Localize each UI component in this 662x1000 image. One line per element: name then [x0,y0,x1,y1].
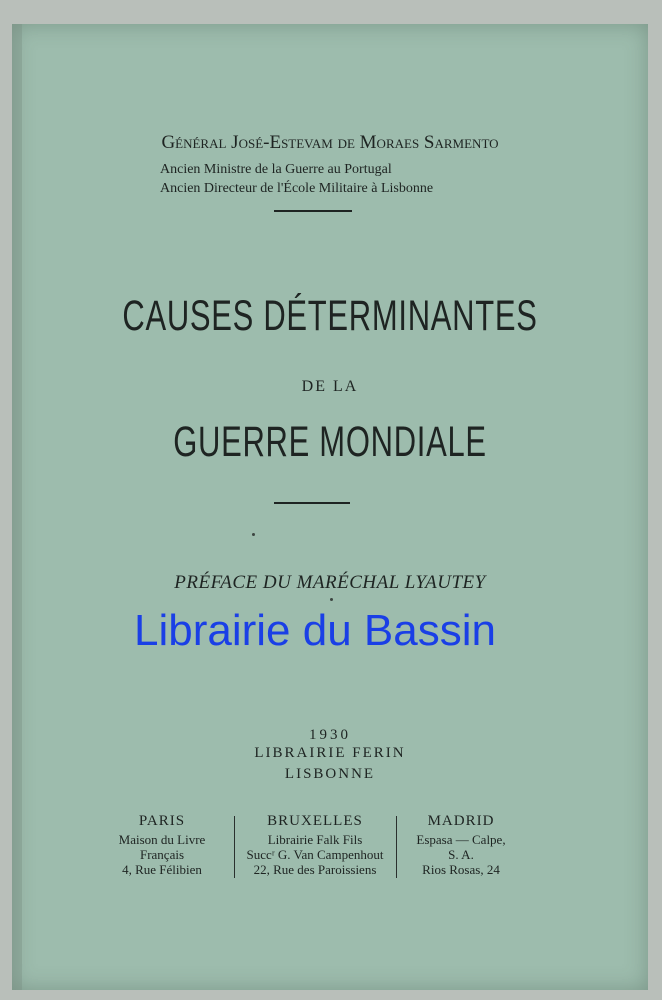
book-cover [12,24,648,990]
distributor-paris [92,814,232,877]
distributor-line: Maison du Livre [118,832,206,847]
distributor-line: 4, Rue Félibien [122,862,202,877]
distributor-line: Français [139,847,185,862]
author-title-2: Ancien Directeur de l'École Militaire à Lisbonne [160,181,434,196]
author-name: Général José-Estevam de Moraes Sarmento [161,132,499,153]
distributor-line: Succʳ G. Van Campenhout [246,847,384,862]
cover-edge-shadow [12,24,22,990]
preface-line: PRÉFACE DU MARÉCHAL LYAUTEY [174,572,486,593]
distributor-line: S. A. [448,847,474,862]
author-title-1: Ancien Ministre de la Guerre au Portugal [160,162,392,177]
distributor-line: 22, Rue des Paroissiens [253,862,377,877]
title-line-1: CAUSES DÉTERMINANTES [122,292,538,340]
distributor-madrid [396,814,526,877]
publication-year: 1930 [309,727,351,743]
distributor-city: BRUXELLES [267,813,363,829]
publisher-city: LISBONNE [284,766,376,782]
distributor-line: Librairie Falk Fils [267,832,363,847]
distributor-line: Rios Rosas, 24 [422,862,500,877]
top-rule [274,210,352,212]
distributor-city: MADRID [427,813,495,829]
distributor-line: Espasa — Calpe, [416,832,506,847]
title-connector: DE LA [301,378,359,395]
paper-speck [330,598,333,601]
middle-rule [274,502,350,504]
bookseller-watermark: Librairie du Bassin [134,606,496,655]
distributor-bruxelles [234,814,396,877]
distributor-city: PARIS [138,813,186,829]
publisher-name: LIBRAIRIE FERIN [254,745,406,761]
title-line-2: GUERRE MONDIALE [173,418,487,466]
paper-speck [252,533,255,536]
